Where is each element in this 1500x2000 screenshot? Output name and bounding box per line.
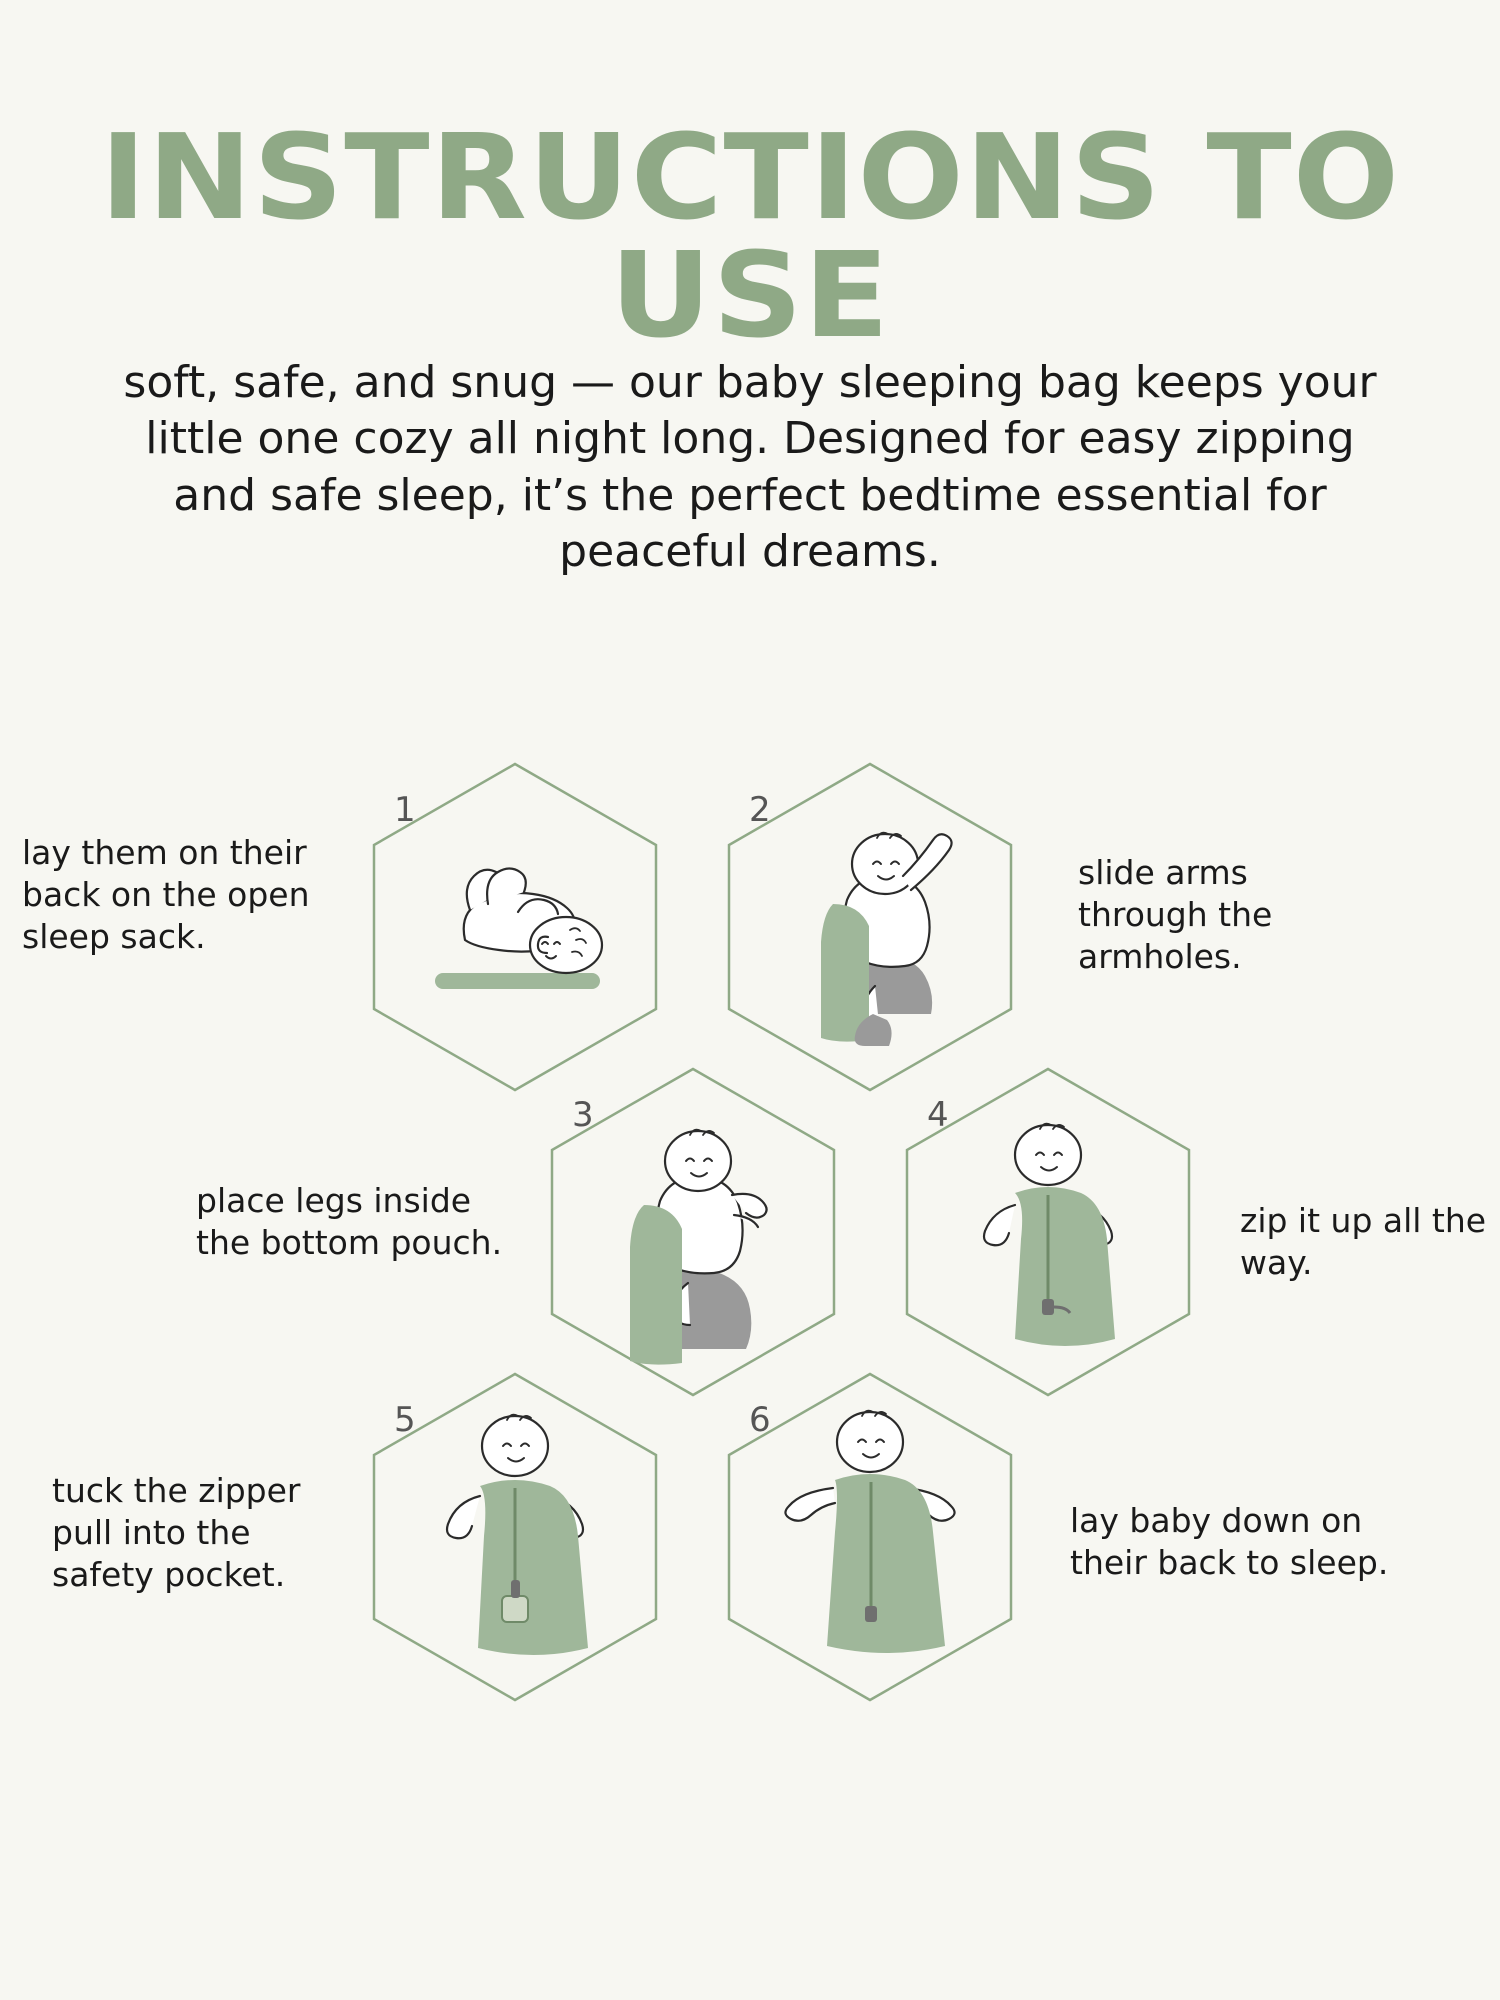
step-4-caption: zip it up all the way. xyxy=(1240,1201,1487,1283)
step-3-caption: place legs inside the bottom pouch. xyxy=(196,1181,503,1263)
step-2-number: 2 xyxy=(749,790,771,830)
step-3-number: 3 xyxy=(572,1095,594,1135)
step-5-number: 5 xyxy=(394,1400,416,1440)
step-6-caption: lay baby down on their back to sleep. xyxy=(1070,1501,1389,1583)
intro-paragraph: soft, safe, and snug — our baby sleeping bag keeps your little one cozy all night long. Designed for easy zipping and safe sleep, it’s the perfect bedtime essential for peaceful dreams. xyxy=(123,357,1377,577)
page-title: INSTRUCTIONS TO USE xyxy=(99,108,1401,364)
step-2-caption: slide arms through the armholes. xyxy=(1078,853,1273,977)
step-1-number: 1 xyxy=(394,790,416,830)
step-3-hexagon xyxy=(548,1065,838,1399)
step-1-caption: lay them on their back on the open sleep sack. xyxy=(22,833,310,957)
step-4-number: 4 xyxy=(927,1095,949,1135)
step-2-hexagon xyxy=(725,760,1015,1094)
step-1-hexagon xyxy=(370,760,660,1094)
step-5-caption: tuck the zipper pull into the safety pocket. xyxy=(52,1471,301,1595)
step-5-hexagon xyxy=(370,1370,660,1704)
step-6-number: 6 xyxy=(749,1400,771,1440)
step-6-hexagon xyxy=(725,1370,1015,1704)
step-4-hexagon xyxy=(903,1065,1193,1399)
